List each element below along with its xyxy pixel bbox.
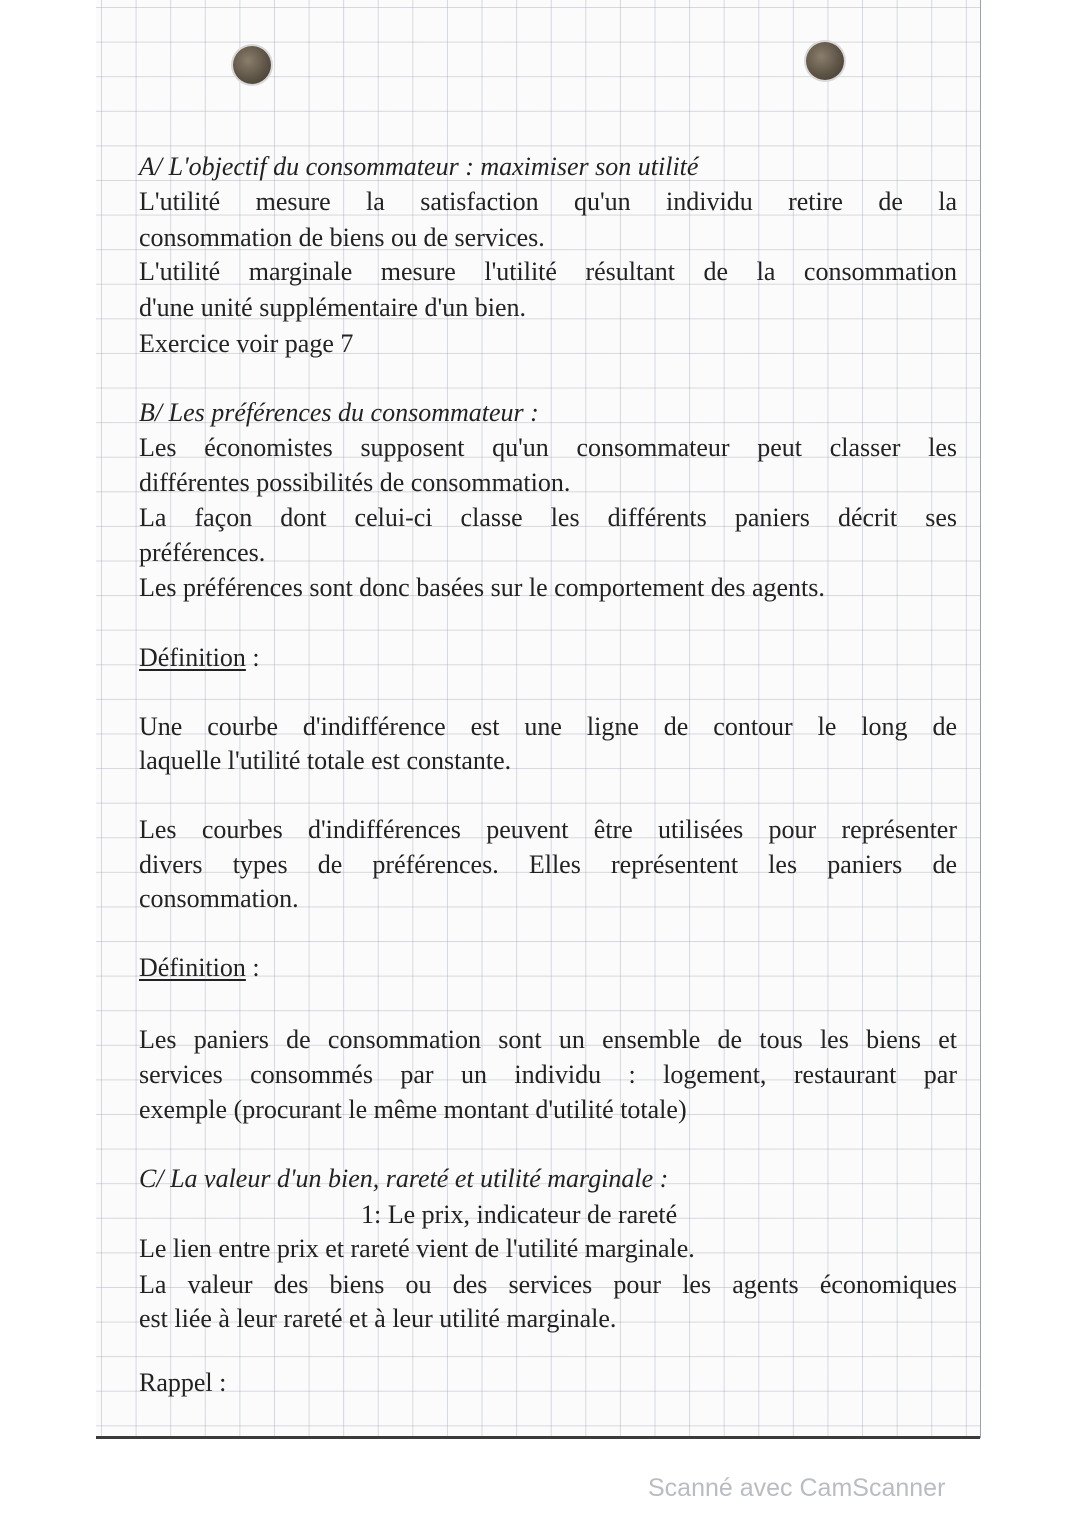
text-line: différentes possibilités de consommation.: [139, 468, 571, 497]
binder-hole-right: [806, 42, 844, 80]
text-line: L'utilité marginale mesure l'utilité résultant de la consommation: [139, 257, 957, 286]
binder-hole-left: [233, 46, 271, 84]
section-b-title: B/ Les préférences du consommateur :: [139, 398, 539, 427]
text-line: est liée à leur rareté et à leur utilité marginale.: [139, 1304, 617, 1333]
text-line: Les courbes d'indifférences peuvent être utilisées pour représenter: [139, 815, 957, 844]
text-line: Les économistes supposent qu'un consommateur peut classer les: [139, 433, 957, 462]
rappel-heading: Rappel :: [139, 1368, 227, 1397]
definition-label: Définition: [139, 953, 246, 982]
text-line: d'une unité supplémentaire d'un bien.: [139, 293, 526, 322]
definition-heading: [139, 641, 957, 675]
section-c-title: C/ La valeur d'un bien, rareté et utilité marginale :: [139, 1164, 669, 1193]
text-line: Exercice voir page 7: [139, 329, 354, 358]
text-line: Les préférences sont donc basées sur le comportement des agents.: [139, 573, 825, 602]
text-line: divers types de préférences. Elles représentent les paniers de: [139, 850, 957, 879]
text-line: Une courbe d'indifférence est une ligne de contour le long de: [139, 712, 957, 741]
section-a-title: A/ L'objectif du consommateur : maximiser son utilité: [139, 152, 699, 181]
definition-colon: :: [252, 953, 260, 982]
text-line: services consommés par un individu : logement, restaurant par: [139, 1060, 957, 1089]
text-line: La façon dont celui-ci classe les différents paniers décrit ses: [139, 503, 957, 532]
text-line: L'utilité mesure la satisfaction qu'un individu retire de la: [139, 187, 957, 216]
text-line: exemple (procurant le même montant d'utilité totale): [139, 1095, 687, 1124]
text-line: préférences.: [139, 538, 266, 567]
text-line: Le lien entre prix et rareté vient de l'utilité marginale.: [139, 1234, 695, 1263]
definition-label: Définition: [139, 643, 246, 672]
text-line: La valeur des biens ou des services pour les agents économiques: [139, 1270, 957, 1299]
definition-colon: :: [252, 643, 260, 672]
section-c-subtitle: 1: Le prix, indicateur de rareté: [361, 1200, 678, 1229]
text-line: consommation de biens ou de services.: [139, 223, 545, 252]
sheet-bottom-edge: [96, 1436, 980, 1439]
camscanner-watermark: Scanné avec CamScanner: [648, 1474, 946, 1502]
definition-heading: [139, 951, 957, 985]
text-line: consommation.: [139, 884, 299, 913]
text-line: laquelle l'utilité totale est constante.: [139, 746, 512, 775]
text-line: Les paniers de consommation sont un ensemble de tous les biens et: [139, 1025, 957, 1054]
